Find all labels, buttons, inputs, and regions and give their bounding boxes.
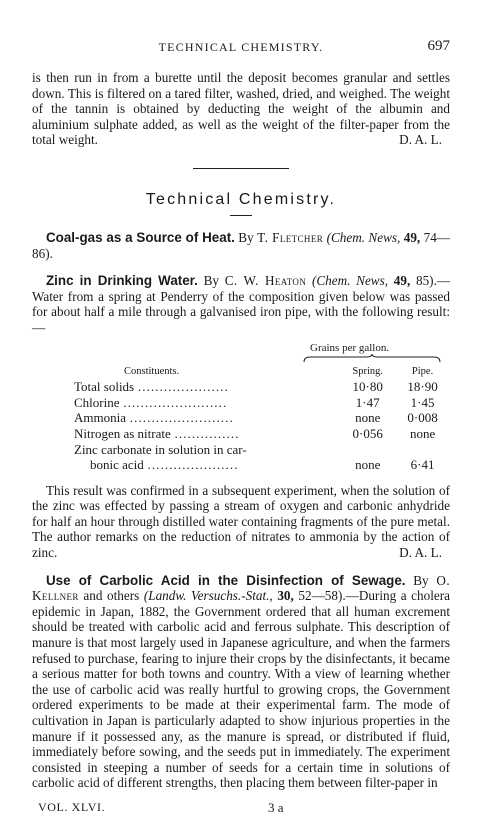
article-coal-gas-volume: 49,	[403, 229, 421, 245]
row-spring-value: 0·056	[352, 425, 383, 441]
article-coal-gas-journal: (Chem. News,	[326, 229, 401, 245]
article-zinc-signature: D. A. L.	[399, 545, 442, 561]
row-leader: ……………………	[129, 410, 234, 426]
constituents-table	[74, 364, 450, 473]
footer-volume: VOL. XLVI.	[38, 800, 106, 814]
article-carbolic	[32, 573, 450, 791]
row-pipe-value: 18·90	[407, 379, 438, 395]
article-zinc-journal: (Chem. News,	[311, 273, 389, 289]
article-zinc-volume: 49,	[393, 273, 411, 289]
section-divider-rule	[193, 168, 289, 169]
table-row	[74, 379, 450, 395]
intro-paragraph: is then run in from a burette until the deposit becomes granular and settles down. This is filtered on a tared filter, washed, dried, and weighed. The weight of the tannin is obtained by deducting the weight of the albumin and aluminium sulphate added, as well as the weight of the filter-paper from the total weight.	[32, 70, 450, 148]
row-leader: …………………	[147, 457, 239, 473]
col-constituents: Constituents.	[124, 365, 180, 377]
article-carbolic-title: Use of Carbolic Acid in the Disinfection of Sewage.	[46, 572, 406, 588]
article-coal-gas-title: Coal-gas as a Source of Heat.	[46, 229, 235, 245]
article-coal-gas	[32, 230, 450, 261]
intro-signature: D. A. L.	[399, 132, 442, 148]
row-spring-value: none	[355, 457, 381, 473]
article-zinc-title: Zinc in Drinking Water.	[46, 273, 198, 289]
article-zinc-text: 85).—Water from a spring at Penderry of the composition given below was passed for about half a mile through a galvanised iron pipe, with the following result:—	[32, 273, 451, 335]
table-row	[74, 426, 450, 442]
section-title: Technical Chemistry.	[145, 190, 337, 208]
row-name: Chlorine	[74, 394, 120, 410]
article-coal-gas-author: T. Fletcher	[257, 229, 324, 245]
article-carbolic-volume: 30,	[277, 588, 294, 604]
row-spring-value	[340, 442, 395, 458]
page-body	[32, 70, 450, 791]
row-pipe-value: 1·45	[410, 394, 435, 410]
article-carbolic-text	[32, 573, 450, 791]
row-name: Nitrogen as nitrate	[74, 425, 171, 441]
row-spring-value: 1·47	[355, 394, 380, 410]
article-carbolic-others: and others	[83, 588, 140, 604]
article-carbolic-author: O. Kellner	[32, 572, 451, 604]
row-leader: …………………	[137, 379, 229, 395]
article-zinc-by: By	[203, 273, 219, 289]
units-brace	[302, 354, 442, 364]
article-coal-gas-pages: 74—86).	[32, 229, 451, 261]
intro-block	[32, 70, 450, 148]
table-header-row	[74, 364, 450, 380]
running-head	[32, 40, 450, 60]
row-pipe-value: 6·41	[410, 457, 435, 473]
row-spring-value: none	[355, 410, 381, 426]
page-number: 697	[427, 38, 450, 54]
page-footer	[32, 800, 450, 816]
constituents-table-wrap	[74, 342, 450, 473]
article-zinc-lead	[32, 273, 450, 335]
article-coal-gas-heading	[32, 230, 450, 261]
units-label: Grains per gallon.	[310, 341, 390, 354]
article-coal-gas-by: By	[238, 229, 254, 245]
row-name: bonic acid	[90, 457, 144, 473]
article-carbolic-body: 52—58).—During a cholera epidemic in Japan, 1882, the Government ordered that all human excrement should be treated with carbolic acid and ferrous sulphate. This description of manure is that most largely used in Japanese agriculture, and when the farmers refused to purchase, fearing to injure their crops by the disinfectants, it became a serious matter for both towns and country. With a view of learning whether the use of carbolic acid was really hurtful to growing crops, the Government ordered experiments to be made at their experimental farm. The mode of cultivation in Japan is particularly adapted to show injurious properties in the manure if it possessed any, as the manure is spread, or distributed if fluid, immediately before sowing, and the seeds put in immediately. The experiment consisted in steeping a number of seeds for a certain time in solutions of carbolic acid of different strengths, then placing them between filter-paper in	[32, 588, 450, 791]
article-zinc	[32, 273, 450, 561]
article-carbolic-by: By	[413, 572, 429, 588]
row-spring-value: 10·80	[352, 379, 383, 395]
article-zinc-author: C. W. Heaton	[224, 273, 307, 289]
article-zinc-paragraph: This result was confirmed in a subsequent experiment, when the solution of the zinc was effected by passing a stream of oxygen and carbonic anhydride for half an hour through distilled water containing fragments of the pure metal. The author remarks on the reduction of nitrates to ammonia by the action of zinc.	[32, 482, 450, 561]
running-title: TECHNICAL CHEMISTRY.	[158, 40, 324, 54]
row-leader: ……………	[174, 425, 239, 441]
table-row	[74, 442, 450, 458]
row-pipe-value: 0·008	[407, 410, 438, 426]
section-title-rule	[230, 215, 252, 216]
row-pipe-value	[395, 442, 450, 458]
article-carbolic-journal: (Landw. Versuchs.-Stat.,	[143, 588, 273, 604]
row-name: Ammonia	[74, 410, 126, 426]
row-pipe-value: none	[409, 425, 436, 441]
row-name: Total solids	[74, 379, 135, 395]
table-row	[74, 395, 450, 411]
col-pipe: Pipe.	[411, 365, 434, 377]
row-leader: ……………………	[122, 394, 227, 410]
col-spring: Spring.	[352, 365, 384, 377]
row-name: Zinc carbonate in solution in car-	[74, 441, 247, 457]
table-row	[74, 457, 450, 473]
table-row	[74, 410, 450, 426]
footer-sheet-signature: 3 a	[268, 800, 284, 815]
